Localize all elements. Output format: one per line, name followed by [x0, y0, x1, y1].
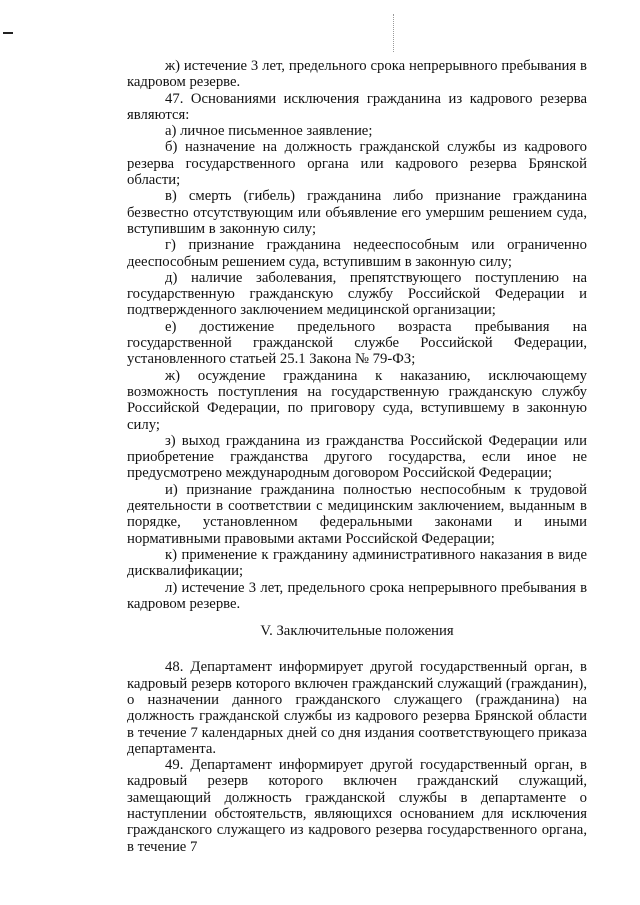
paragraph-item-k: к) применение к гражданину административного наказания в виде дисквалификации;: [127, 546, 587, 580]
paragraph-49: 49. Департамент информирует другой государственный орган, в кадровый резерв которого включен гражданский служащий, замещающий должность гражданской службы в департаменте о наступлении обстоятельств, являющихся основанием для исключения гражданского служащего из кадрового резерва государственного органа, в течение 7: [127, 757, 587, 855]
paragraph-item-d: д) наличие заболевания, препятствующего поступлению на государственную гражданскую службу Российской Федерации и подтвержденного заключением медицинской организации;: [127, 269, 587, 319]
section-heading: V. Заключительные положения: [260, 623, 454, 640]
margin-dash-mark: [3, 32, 13, 34]
paragraph-item-i: и) признание гражданина полностью неспособным к трудовой деятельности в соответствии с медицинским заключением, выданным в порядке, установленном федеральными законами и иными нормативными правовыми актами Российской Федерации;: [127, 481, 587, 547]
binding-dotted-mark: [393, 14, 395, 52]
paragraph-item-e: е) достижение предельного возраста пребывания на государственной гражданской службе Российской Федерации, установленного статьей 25.1 Закона № 79-ФЗ;: [127, 318, 587, 368]
paragraph-item-z: з) выход гражданина из гражданства Российской Федерации или приобретение гражданства другого государства, если иное не предусмотрено международным договором Российской Федерации;: [127, 432, 587, 482]
paragraph-48: 48. Департамент информирует другой государственный орган, в кадровый резерв которого включен гражданский служащий (гражданин), о назначении данного гражданского служащего (гражданина) на должность гражданской службы из кадрового резерва Брянской области в течение 7 календарных дней со дня издания соответствующего приказа департамента.: [127, 659, 587, 757]
paragraph-item-b: б) назначение на должность гражданской службы из кадрового резерва государственного органа или кадрового резерва Брянской области;: [127, 139, 587, 189]
paragraph-item-g: г) признание гражданина недееспособным или ограниченно дееспособным решением суда, вступившим в законную силу;: [127, 237, 587, 270]
paragraph-item-l: л) истечение 3 лет, предельного срока непрерывного пребывания в кадровом резерве.: [127, 579, 587, 612]
paragraph-item-zh-expiry: ж) истечение 3 лет, предельного срока непрерывного пребывания в кадровом резерве.: [127, 58, 587, 91]
paragraph-47: 47. Основаниями исключения гражданина из кадрового резерва являются:: [127, 90, 587, 123]
document-body: [127, 58, 587, 855]
paragraph-item-zh: ж) осуждение гражданина к наказанию, исключающему возможность поступления на государственную гражданскую службу Российской Федерации, по приговору суда, вступившему в законную силу;: [127, 367, 587, 433]
paragraph-item-v: в) смерть (гибель) гражданина либо признание гражданина безвестно отсутствующим или объявление его умершим решением суда, вступившим в законную силу;: [127, 188, 587, 237]
paragraph-item-a: а) личное письменное заявление;: [165, 123, 373, 140]
